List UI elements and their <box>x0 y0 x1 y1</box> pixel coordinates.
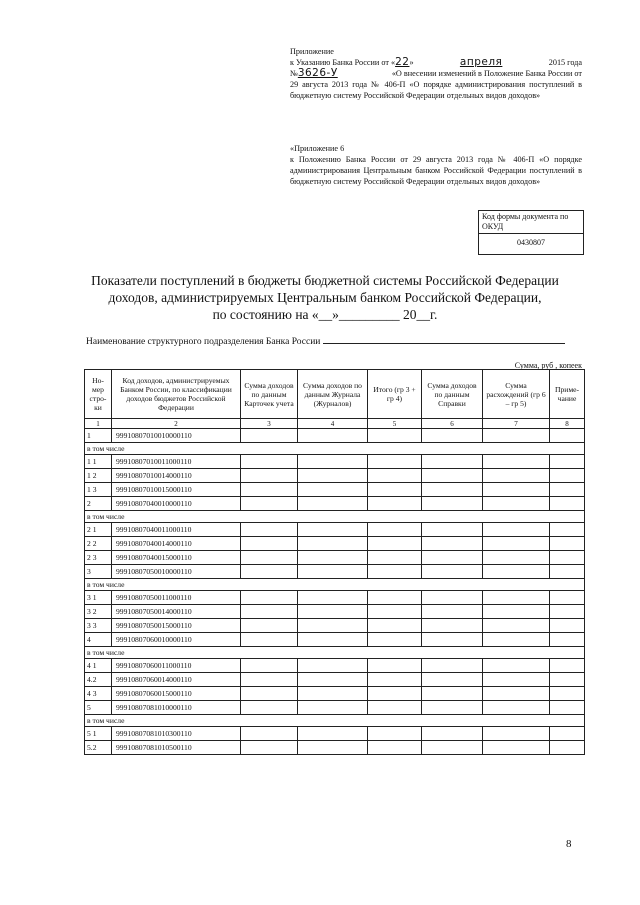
blank-cell <box>298 619 368 633</box>
row-number: 2 2 <box>85 537 112 551</box>
income-code: 99910807010010000110 <box>112 429 241 443</box>
table-row <box>85 497 585 511</box>
blank-cell <box>298 687 368 701</box>
blank-cell <box>241 741 298 755</box>
blank-cell <box>550 523 585 537</box>
blank-cell <box>483 591 550 605</box>
row-number: 1 1 <box>85 455 112 469</box>
table-row <box>85 605 585 619</box>
subtotal-label-row <box>85 443 585 455</box>
income-code: 99910807060015000110 <box>112 687 241 701</box>
income-code: 99910807040010000110 <box>112 497 241 511</box>
table-row <box>85 523 585 537</box>
title-line-1: Показатели поступлений в бюджеты бюджетной системы Российской Федерации <box>91 273 559 288</box>
annex-number: 3626-У <box>297 67 338 79</box>
blank-cell <box>298 497 368 511</box>
blank-cell <box>241 455 298 469</box>
table-row <box>85 701 585 715</box>
col-number: 7 <box>483 419 550 429</box>
row-number: 3 1 <box>85 591 112 605</box>
row-number: 1 3 <box>85 483 112 497</box>
title-line-2: доходов, администрируемых Центральным банком Российской Федерации, <box>108 290 542 305</box>
blank-cell <box>550 673 585 687</box>
blank-cell <box>241 565 298 579</box>
subtotal-label-row <box>85 579 585 591</box>
blank-cell <box>422 727 483 741</box>
col-header-4: Сумма доходов по данным Журнала (Журналов) <box>298 370 368 419</box>
blank-cell <box>241 633 298 647</box>
blank-cell <box>483 673 550 687</box>
annex-label: Приложение <box>290 47 334 56</box>
blank-cell <box>298 429 368 443</box>
blank-cell <box>422 483 483 497</box>
blank-cell <box>298 455 368 469</box>
in-that-number-label: в том числе <box>85 715 585 727</box>
income-code: 99910807050015000110 <box>112 619 241 633</box>
blank-cell <box>550 633 585 647</box>
table-row <box>85 687 585 701</box>
col-number: 4 <box>298 419 368 429</box>
income-code: 99910807050011000110 <box>112 591 241 605</box>
in-that-number-label: в том числе <box>85 579 585 591</box>
blank-cell <box>298 605 368 619</box>
blank-cell <box>483 659 550 673</box>
col-header-5: Итого (гр 3 + гр 4) <box>368 370 422 419</box>
income-code: 99910807050010000110 <box>112 565 241 579</box>
blank-cell <box>422 537 483 551</box>
blank-cell <box>422 687 483 701</box>
blank-cell <box>368 673 422 687</box>
header-row <box>85 370 585 419</box>
blank-cell <box>422 497 483 511</box>
row-number: 3 <box>85 565 112 579</box>
blank-cell <box>550 687 585 701</box>
blank-cell <box>241 605 298 619</box>
blank-cell <box>483 429 550 443</box>
blank-cell <box>422 701 483 715</box>
title-line-3: по состоянию на «__»_________ 20__г. <box>212 307 438 322</box>
blank-cell <box>483 565 550 579</box>
blank-cell <box>241 659 298 673</box>
income-code: 99910807081010000110 <box>112 701 241 715</box>
blank-cell <box>368 701 422 715</box>
blank-cell <box>298 591 368 605</box>
col-number: 6 <box>422 419 483 429</box>
table-row <box>85 741 585 755</box>
blank-cell <box>368 727 422 741</box>
subtotal-label-row <box>85 511 585 523</box>
blank-cell <box>368 619 422 633</box>
blank-cell <box>550 659 585 673</box>
blank-cell <box>550 537 585 551</box>
row-number: 2 3 <box>85 551 112 565</box>
blank-cell <box>422 741 483 755</box>
row-number: 3 3 <box>85 619 112 633</box>
col-number: 5 <box>368 419 422 429</box>
annex-number-line: №3626-У «О внесении изменений в Положение Банка России от <box>290 67 582 79</box>
table-row <box>85 591 585 605</box>
blank-cell <box>298 633 368 647</box>
blank-cell <box>422 591 483 605</box>
col-number: 8 <box>550 419 585 429</box>
okud-header: Код формы документа по ОКУД <box>479 211 583 234</box>
blank-cell <box>422 673 483 687</box>
blank-cell <box>550 591 585 605</box>
annex6-label: «Приложение 6 <box>290 144 345 153</box>
blank-cell <box>483 741 550 755</box>
blank-cell <box>298 469 368 483</box>
blank-cell <box>550 469 585 483</box>
income-code: 99910807040011000110 <box>112 523 241 537</box>
table-row <box>85 659 585 673</box>
subtotal-label-row <box>85 715 585 727</box>
col-number: 2 <box>112 419 241 429</box>
income-code: 99910807060014000110 <box>112 673 241 687</box>
row-number: 2 <box>85 497 112 511</box>
col-header-1: Но-мер стро-ки <box>85 370 112 419</box>
blank-cell <box>550 551 585 565</box>
table-row <box>85 469 585 483</box>
row-number: 4.2 <box>85 673 112 687</box>
in-that-number-label: в том числе <box>85 647 585 659</box>
blank-cell <box>241 591 298 605</box>
table-body <box>85 429 585 755</box>
blank-cell <box>483 551 550 565</box>
income-code: 99910807081010500110 <box>112 741 241 755</box>
blank-cell <box>298 483 368 497</box>
blank-cell <box>241 537 298 551</box>
row-number: 1 <box>85 429 112 443</box>
blank-cell <box>241 619 298 633</box>
blank-cell <box>483 469 550 483</box>
blank-cell <box>550 741 585 755</box>
row-number: 4 1 <box>85 659 112 673</box>
blank-cell <box>483 727 550 741</box>
blank-cell <box>368 537 422 551</box>
blank-cell <box>550 455 585 469</box>
okud-code: 0430807 <box>517 238 545 247</box>
table-row <box>85 565 585 579</box>
blank-cell <box>368 591 422 605</box>
blank-cell <box>550 565 585 579</box>
blank-cell <box>241 551 298 565</box>
blank-cell <box>422 619 483 633</box>
table-row <box>85 619 585 633</box>
col-header-7: Сумма расхождений (гр 6 – гр 5) <box>483 370 550 419</box>
annex6-block <box>290 143 582 187</box>
blank-cell <box>298 659 368 673</box>
col-number: 1 <box>85 419 112 429</box>
blank-cell <box>368 483 422 497</box>
col-header-2: Код доходов, администрируемых Банком России, по классификации доходов бюджетов Российской Федерации <box>112 370 241 419</box>
col-header-3: Сумма доходов по данным Карточек учета <box>241 370 298 419</box>
blank-cell <box>483 497 550 511</box>
blank-cell <box>368 565 422 579</box>
blank-cell <box>241 497 298 511</box>
table-row <box>85 429 585 443</box>
blank-cell <box>298 727 368 741</box>
annex-body: 29 августа 2013 года № 406-П «О порядке администрирования поступлений в бюджетную систему Российской Федерации отдельных видов доходов» <box>290 80 582 100</box>
row-number: 3 2 <box>85 605 112 619</box>
in-that-number-label: в том числе <box>85 511 585 523</box>
blank-cell <box>422 565 483 579</box>
blank-cell <box>241 673 298 687</box>
row-number: 4 3 <box>85 687 112 701</box>
income-code: 99910807040014000110 <box>112 537 241 551</box>
row-number: 5 1 <box>85 727 112 741</box>
blank-cell <box>483 483 550 497</box>
measure-note: Сумма, руб , копеек <box>514 361 582 370</box>
okud-box <box>478 210 584 255</box>
blank-cell <box>298 523 368 537</box>
blank-cell <box>241 727 298 741</box>
row-number: 5.2 <box>85 741 112 755</box>
blank-cell <box>368 687 422 701</box>
blank-cell <box>241 429 298 443</box>
blank-cell <box>550 605 585 619</box>
blank-cell <box>298 565 368 579</box>
blank-cell <box>298 551 368 565</box>
blank-cell <box>298 741 368 755</box>
table-row <box>85 633 585 647</box>
blank-cell <box>483 455 550 469</box>
blank-cell <box>422 455 483 469</box>
unit-name-field <box>86 334 586 347</box>
blank-cell <box>550 619 585 633</box>
blank-cell <box>422 633 483 647</box>
blank-cell <box>550 497 585 511</box>
blank-cell <box>483 687 550 701</box>
col-header-8: Приме-чание <box>550 370 585 419</box>
income-code: 99910807040015000110 <box>112 551 241 565</box>
blank-cell <box>368 429 422 443</box>
blank-cell <box>241 469 298 483</box>
page-title <box>90 272 560 323</box>
blank-cell <box>483 633 550 647</box>
blank-cell <box>241 483 298 497</box>
income-code: 99910807060011000110 <box>112 659 241 673</box>
blank-cell <box>550 429 585 443</box>
blank-cell <box>550 727 585 741</box>
annex-date-line: к Указанию Банка России от «22» апреля 2015 года <box>290 56 582 68</box>
blank-cell <box>368 741 422 755</box>
unit-name-label: Наименование структурного подразделения Банка России <box>86 337 321 347</box>
col-number: 3 <box>241 419 298 429</box>
income-code: 99910807050014000110 <box>112 605 241 619</box>
subtotal-label-row <box>85 647 585 659</box>
blank-cell <box>368 497 422 511</box>
row-number: 1 2 <box>85 469 112 483</box>
blank-cell <box>483 537 550 551</box>
col-header-6: Сумма доходов по данным Справки <box>422 370 483 419</box>
blank-cell <box>483 523 550 537</box>
blank-cell <box>298 701 368 715</box>
report-table <box>84 369 585 755</box>
blank-cell <box>422 551 483 565</box>
blank-cell <box>241 687 298 701</box>
annex-day: 22 <box>395 56 410 68</box>
blank-cell <box>422 659 483 673</box>
row-number: 4 <box>85 633 112 647</box>
annex-header <box>290 46 582 101</box>
income-code: 99910807010011000110 <box>112 455 241 469</box>
page-number: 8 <box>566 838 572 850</box>
blank-cell <box>422 605 483 619</box>
blank-cell <box>368 455 422 469</box>
annex-month: апреля <box>459 56 503 68</box>
blank-cell <box>298 673 368 687</box>
blank-cell <box>422 469 483 483</box>
row-number: 5 <box>85 701 112 715</box>
table-row <box>85 673 585 687</box>
table-row <box>85 483 585 497</box>
table-row <box>85 551 585 565</box>
column-number-row <box>85 419 585 429</box>
table-row <box>85 727 585 741</box>
unit-name-blank <box>323 334 565 344</box>
blank-cell <box>298 537 368 551</box>
blank-cell <box>368 633 422 647</box>
annex6-body: к Положению Банка России от 29 августа 2013 года № 406-П «О порядке администрирования Центральным банком Российской Федерации поступлений в бюджетную систему Российской Федерации отдельных видов доходов» <box>290 155 582 186</box>
blank-cell <box>368 551 422 565</box>
blank-cell <box>483 701 550 715</box>
in-that-number-label: в том числе <box>85 443 585 455</box>
table-row <box>85 537 585 551</box>
blank-cell <box>241 523 298 537</box>
income-code: 99910807010015000110 <box>112 483 241 497</box>
blank-cell <box>550 701 585 715</box>
blank-cell <box>483 619 550 633</box>
blank-cell <box>422 429 483 443</box>
blank-cell <box>368 469 422 483</box>
table-row <box>85 455 585 469</box>
income-code: 99910807081010300110 <box>112 727 241 741</box>
blank-cell <box>368 659 422 673</box>
row-number: 2 1 <box>85 523 112 537</box>
income-code: 99910807010014000110 <box>112 469 241 483</box>
blank-cell <box>368 605 422 619</box>
blank-cell <box>241 701 298 715</box>
income-code: 99910807060010000110 <box>112 633 241 647</box>
blank-cell <box>368 523 422 537</box>
blank-cell <box>550 483 585 497</box>
blank-cell <box>422 523 483 537</box>
blank-cell <box>483 605 550 619</box>
